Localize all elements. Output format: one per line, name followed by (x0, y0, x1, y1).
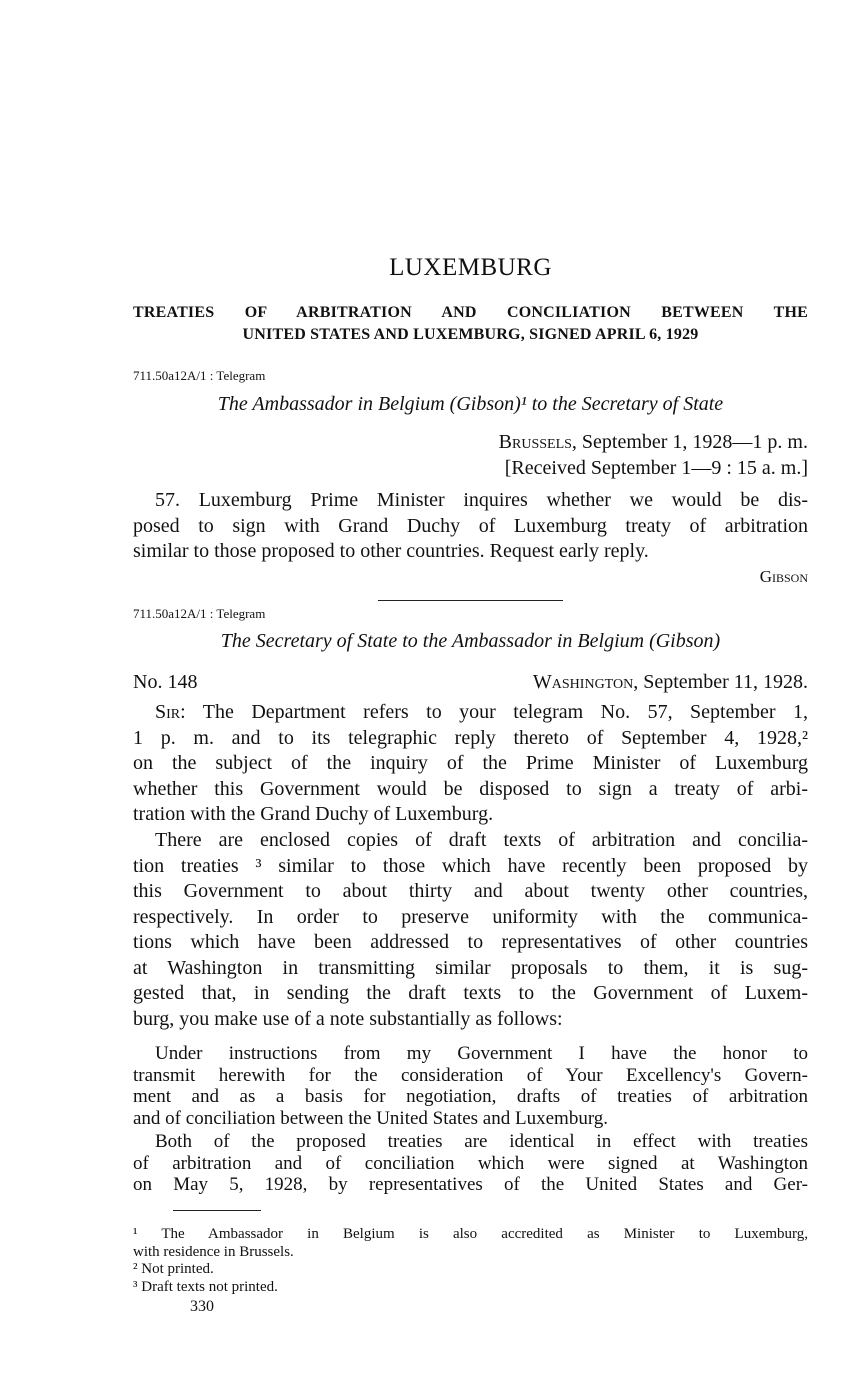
quote-line: Under instructions from my Government I have the honor to (155, 1043, 808, 1064)
footnote-line: ³ Draft texts not printed. (133, 1278, 278, 1295)
body-line: burg, you make use of a note substantially as follows: (133, 1007, 563, 1030)
footnote-line: ¹ The Ambassador in Belgium is also accredited as Minister to Luxemburg, (133, 1226, 808, 1242)
body-line: whether this Government would be disposed to sign a treaty of arbi- (133, 777, 808, 800)
body-line: tions which have been addressed to representatives of other countries (133, 931, 808, 953)
document-title: The Secretary of State to the Ambassador in Belgium (Gibson) (220, 630, 721, 652)
quoted-note (133, 1043, 808, 1129)
body-line: Sir: The Department refers to your telegram No. 57, September 1, (155, 701, 808, 723)
body-line: gested that, in sending the draft texts to the Government of Luxem- (133, 982, 808, 1004)
received-line: [Received September 1—9 : 15 a. m.] (504, 457, 808, 479)
quote-line: on May 5, 1928, by representatives of the United States and Ger- (133, 1174, 808, 1195)
body-line: this Government to about thirty and about twenty other countries, (133, 880, 808, 902)
body-line: on the subject of the inquiry of the Prime Minister of Luxemburg (133, 752, 808, 774)
footnote-line: with residence in Brussels. (133, 1243, 294, 1260)
body-line: posed to sign with Grand Duchy of Luxemburg treaty of arbitration (133, 514, 808, 537)
place-name: Brussels (498, 431, 572, 453)
salutation: Sir (155, 701, 181, 723)
dateline (499, 431, 808, 454)
heading-line-1: TREATIES OF ARBITRATION AND CONCILIATION BETWEEN THE (133, 304, 808, 321)
quote-line: and of conciliation between the United States and Luxemburg. (133, 1107, 609, 1129)
body-line: similar to those proposed to other countries. Request early reply. (133, 540, 649, 562)
quote-line: of arbitration and of conciliation which were signed at Washington (133, 1152, 808, 1174)
paragraph (133, 828, 808, 1032)
quote-line: transmit herewith for the consideration of Your Excellency's Govern- (133, 1064, 808, 1086)
body-line: tration with the Grand Duchy of Luxemburg. (133, 803, 494, 825)
dateline-row (133, 670, 808, 696)
heading-line-2: UNITED STATES AND LUXEMBURG, SIGNED APRIL 6, 1929 (242, 326, 699, 343)
date-text: , September 1, 1928—1 p. m. (571, 431, 808, 453)
telegram-body (133, 488, 808, 565)
file-reference: 711.50a12A/1 : Telegram (133, 606, 266, 621)
body-line: 1 p. m. and to its telegraphic reply thereto of September 4, 1928,² (133, 726, 808, 749)
file-reference: 711.50a12A/1 : Telegram (133, 368, 266, 383)
body-line: tion treaties ³ similar to those which have recently been proposed by (133, 854, 808, 877)
body-line: respectively. In order to preserve uniformity with the communica- (133, 905, 808, 928)
place-name: Washington (532, 671, 634, 693)
dateline (533, 670, 808, 696)
document-title: The Ambassador in Belgium (Gibson)¹ to the Secretary of State (217, 393, 724, 415)
quoted-note (133, 1131, 808, 1196)
page-number: 330 (190, 1298, 214, 1315)
body-line: at Washington in transmitting similar proposals to them, it is sug- (133, 956, 808, 979)
body-line: 57. Luxemburg Prime Minister inquires whether we would be dis- (155, 489, 808, 511)
quote-line: Both of the proposed treaties are identical in effect with treaties (155, 1131, 808, 1152)
paragraph (133, 700, 808, 828)
footnote-line: ² Not printed. (133, 1261, 214, 1277)
country-title: LUXEMBURG (389, 254, 552, 281)
footnotes (133, 1226, 808, 1296)
body-line: There are enclosed copies of draft texts of arbitration and concilia- (155, 829, 808, 851)
date-text: , September 11, 1928. (633, 671, 808, 693)
quote-line: ment and as a basis for negotiation, drafts of treaties of arbitration (133, 1086, 808, 1107)
section-divider (378, 600, 563, 601)
signature: Gibson (759, 567, 808, 586)
footnote-rule (173, 1210, 261, 1211)
section-heading (133, 302, 808, 346)
document-number: No. 148 (133, 671, 198, 693)
